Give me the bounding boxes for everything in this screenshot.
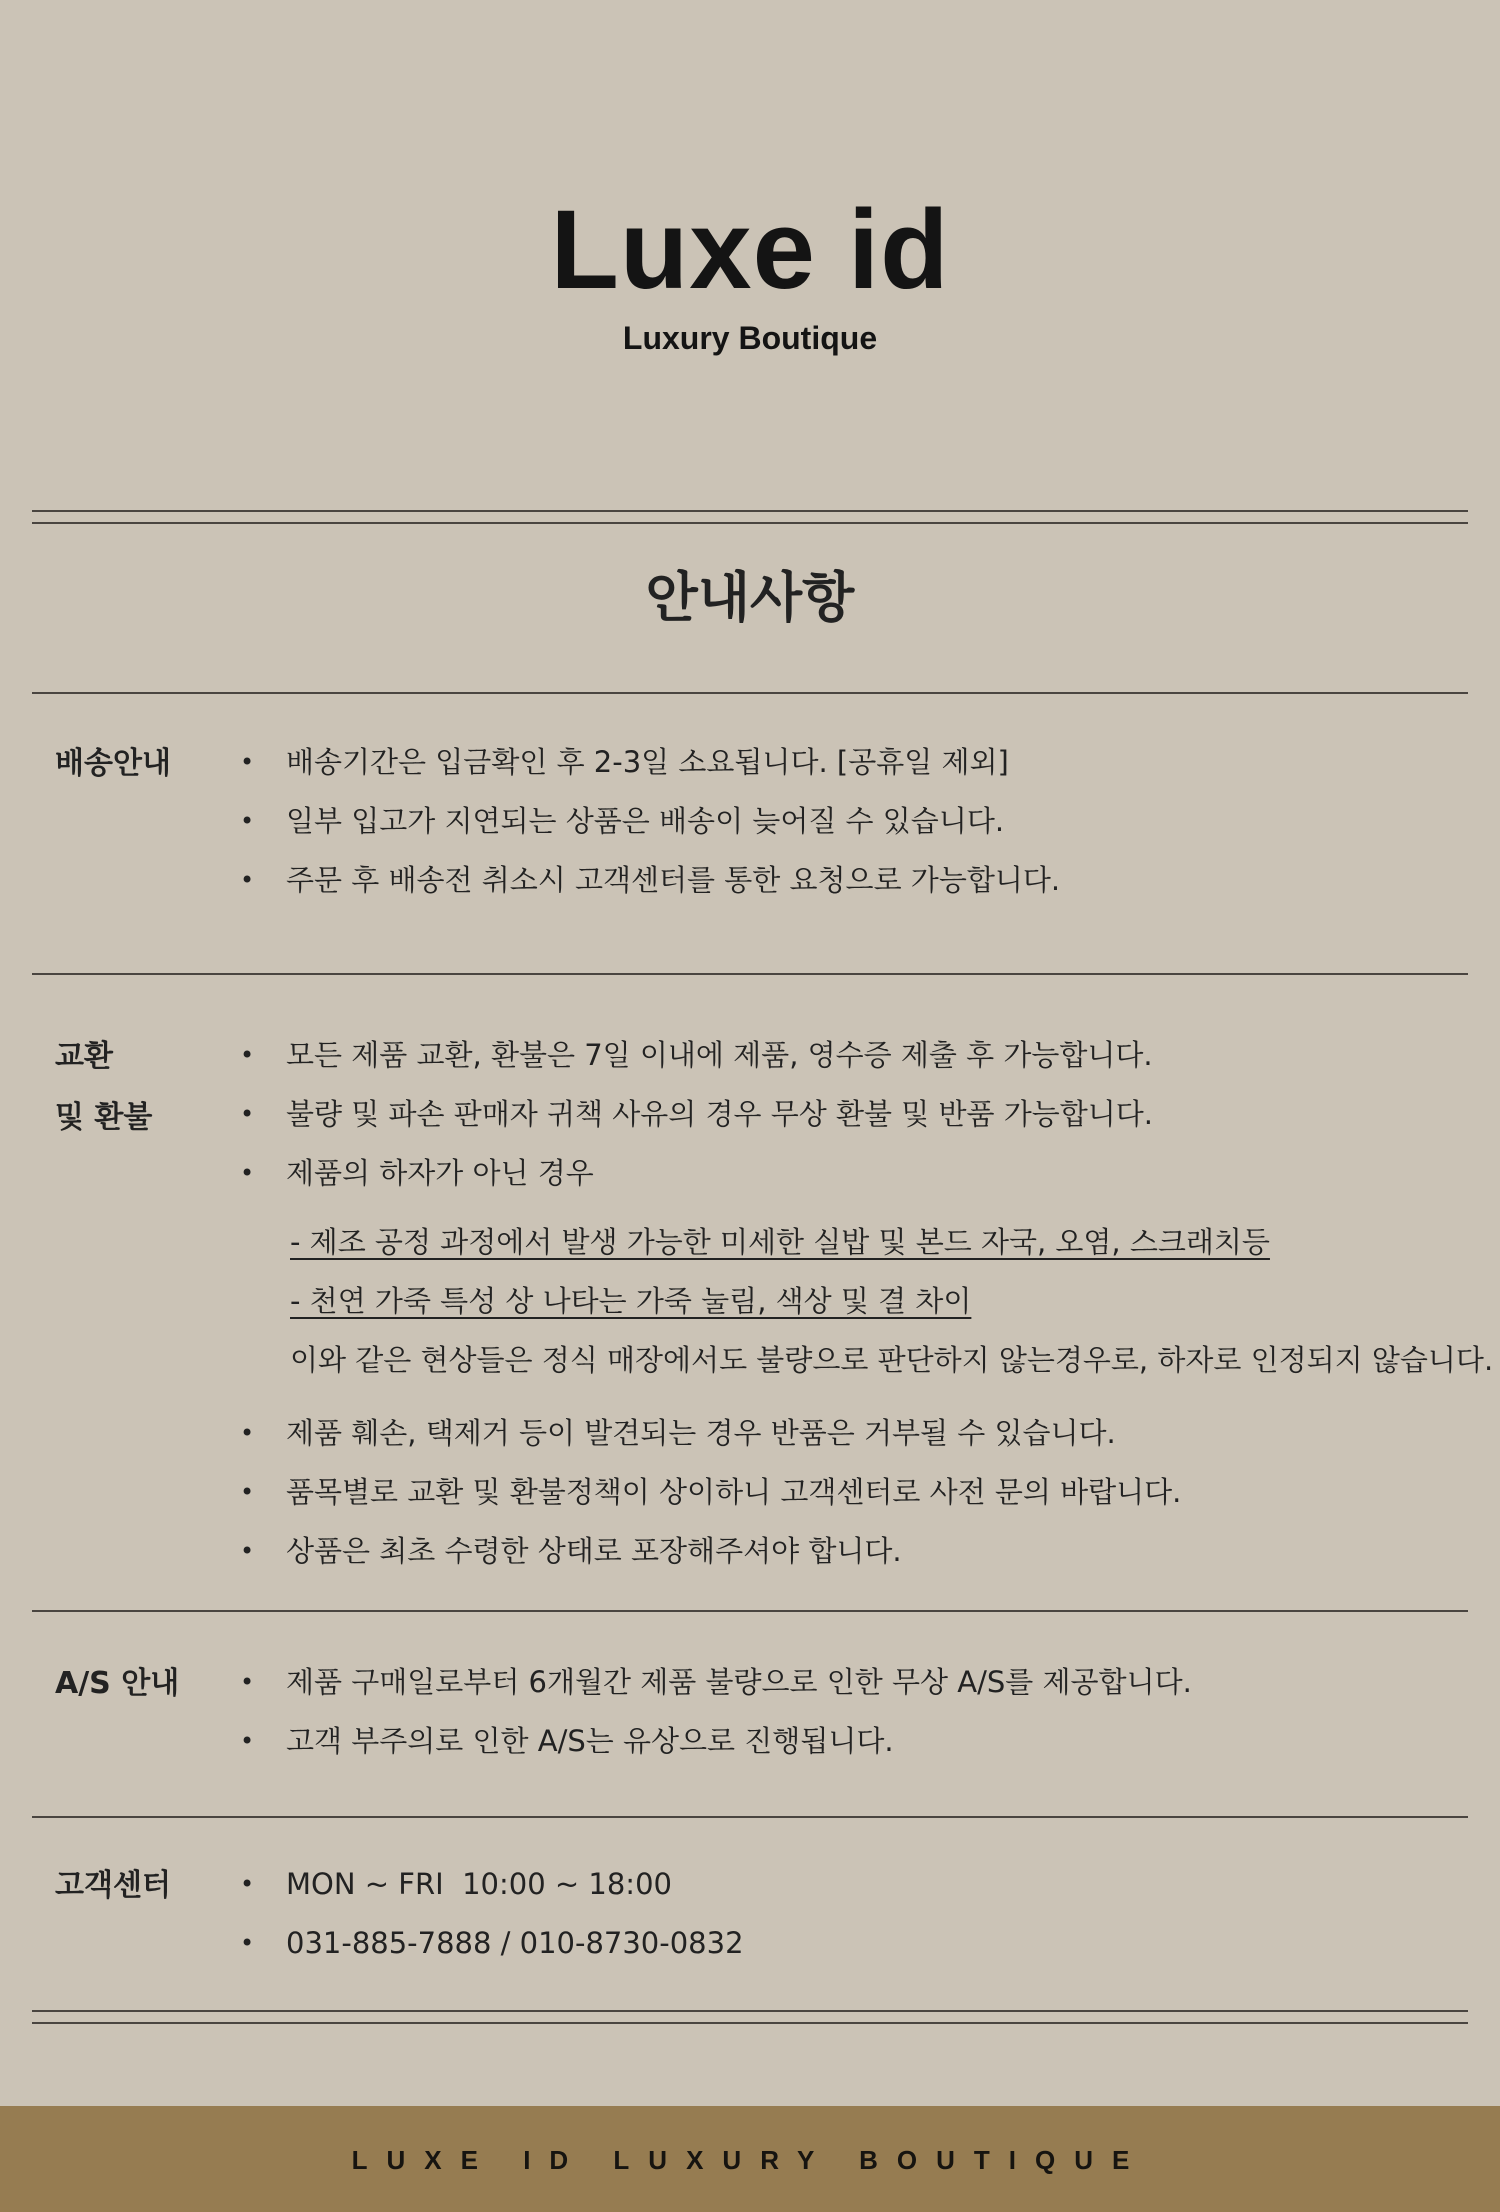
divider-double-bottom-2 [32, 2022, 1468, 2024]
exchange-note-2: - 천연 가죽 특성 상 나타는 가죽 눌림, 색상 및 결 차이 [290, 1284, 972, 1318]
list-item-text: 주문 후 배송전 취소시 고객센터를 통한 요청으로 가능합니다. [286, 863, 1061, 897]
bullet-icon: • [240, 1727, 255, 1755]
brand-title: Luxe id [550, 187, 950, 312]
list-item-text: 배송기간은 입금확인 후 2-3일 소요됩니다. [공휴일 제외] [286, 745, 1009, 779]
exchange-note-3: 이와 같은 현상들은 정식 매장에서도 불량으로 판단하지 않는경우로, 하자로 인정되지 않습니다. [290, 1343, 1494, 1377]
divider-after-delivery [32, 973, 1468, 975]
bullet-icon: • [240, 1041, 255, 1069]
list-item [230, 1026, 1470, 1085]
bullet-icon: • [240, 866, 255, 894]
bullet-icon: • [240, 1668, 255, 1696]
bullet-icon: • [240, 1929, 255, 1957]
divider-double-bottom-1 [32, 2010, 1468, 2012]
list-item [230, 733, 1470, 792]
list-item-text: 불량 및 파손 판매자 귀책 사유의 경우 무상 환불 및 반품 가능합니다. [286, 1097, 1153, 1131]
bullet-icon: • [240, 1159, 255, 1187]
list-item [230, 792, 1470, 851]
exchange-list-continued [230, 1404, 1470, 1581]
list-item [230, 1855, 1470, 1914]
bullet-icon: • [240, 807, 255, 835]
delivery-list [230, 733, 1470, 910]
footer-text: LUXE ID LUXURY BOUTIQUE [351, 2145, 1149, 2175]
list-item [230, 1085, 1470, 1144]
bullet-icon: • [240, 1478, 255, 1506]
divider-double-top-2 [32, 522, 1468, 524]
section-label-customer-center: 고객센터 [55, 1868, 171, 1903]
section-label-exchange: 교환 [55, 1039, 113, 1074]
brand-subtitle: Luxury Boutique [622, 320, 878, 356]
phone-numbers: 031-885-7888 / 010-8730-0832 [286, 1926, 744, 1960]
bullet-icon: • [240, 1419, 255, 1447]
list-item [230, 1914, 1470, 1973]
list-item-text: 일부 입고가 지연되는 상품은 배송이 늦어질 수 있습니다. [286, 804, 1005, 838]
as-list [230, 1653, 1470, 1771]
customer-center-list [230, 1855, 1470, 1973]
list-item [230, 851, 1470, 910]
list-item-text: 제품의 하자가 아닌 경우 [286, 1156, 594, 1190]
divider-after-as [32, 1816, 1468, 1818]
list-item [230, 1463, 1470, 1522]
list-item-text: 제품 구매일로부터 6개월간 제품 불량으로 인한 무상 A/S를 제공합니다. [286, 1665, 1192, 1699]
bullet-icon: • [240, 1537, 255, 1565]
list-item-text: 품목별로 교환 및 환불정책이 상이하니 고객센터로 사전 문의 바랍니다. [286, 1475, 1182, 1509]
notice-title: 안내사항 [645, 566, 855, 629]
divider-under-title [32, 692, 1468, 694]
divider-after-exchange [32, 1610, 1468, 1612]
bullet-icon: • [240, 1100, 255, 1128]
list-item [230, 1653, 1470, 1712]
exchange-note-1: - 제조 공정 과정에서 발생 가능한 미세한 실밥 및 본드 자국, 오염, 스크래치등 [290, 1225, 1270, 1259]
list-item-text: 제품 훼손, 택제거 등이 발견되는 경우 반품은 거부될 수 있습니다. [286, 1416, 1116, 1450]
business-hours: MON ~ FRI 10:00 ~ 18:00 [286, 1867, 672, 1901]
list-item-text: 모든 제품 교환, 환불은 7일 이내에 제품, 영수증 제출 후 가능합니다. [286, 1038, 1153, 1072]
exchange-list [230, 1026, 1470, 1203]
section-label-delivery: 배송안내 [55, 746, 171, 781]
list-item [230, 1522, 1470, 1581]
brand-header [0, 0, 1500, 400]
list-item [230, 1144, 1470, 1203]
list-item-text: 고객 부주의로 인한 A/S는 유상으로 진행됩니다. [286, 1724, 894, 1758]
footer-bar [0, 2106, 1500, 2212]
list-item [230, 1712, 1470, 1771]
list-item-text: 상품은 최초 수령한 상태로 포장해주셔야 합니다. [286, 1534, 902, 1568]
bullet-icon: • [240, 748, 255, 776]
bullet-icon: • [240, 1870, 255, 1898]
divider-double-top-1 [32, 510, 1468, 512]
section-label-refund: 및 환불 [55, 1100, 153, 1135]
list-item [230, 1404, 1470, 1463]
section-label-as: A/S 안내 [55, 1666, 180, 1701]
